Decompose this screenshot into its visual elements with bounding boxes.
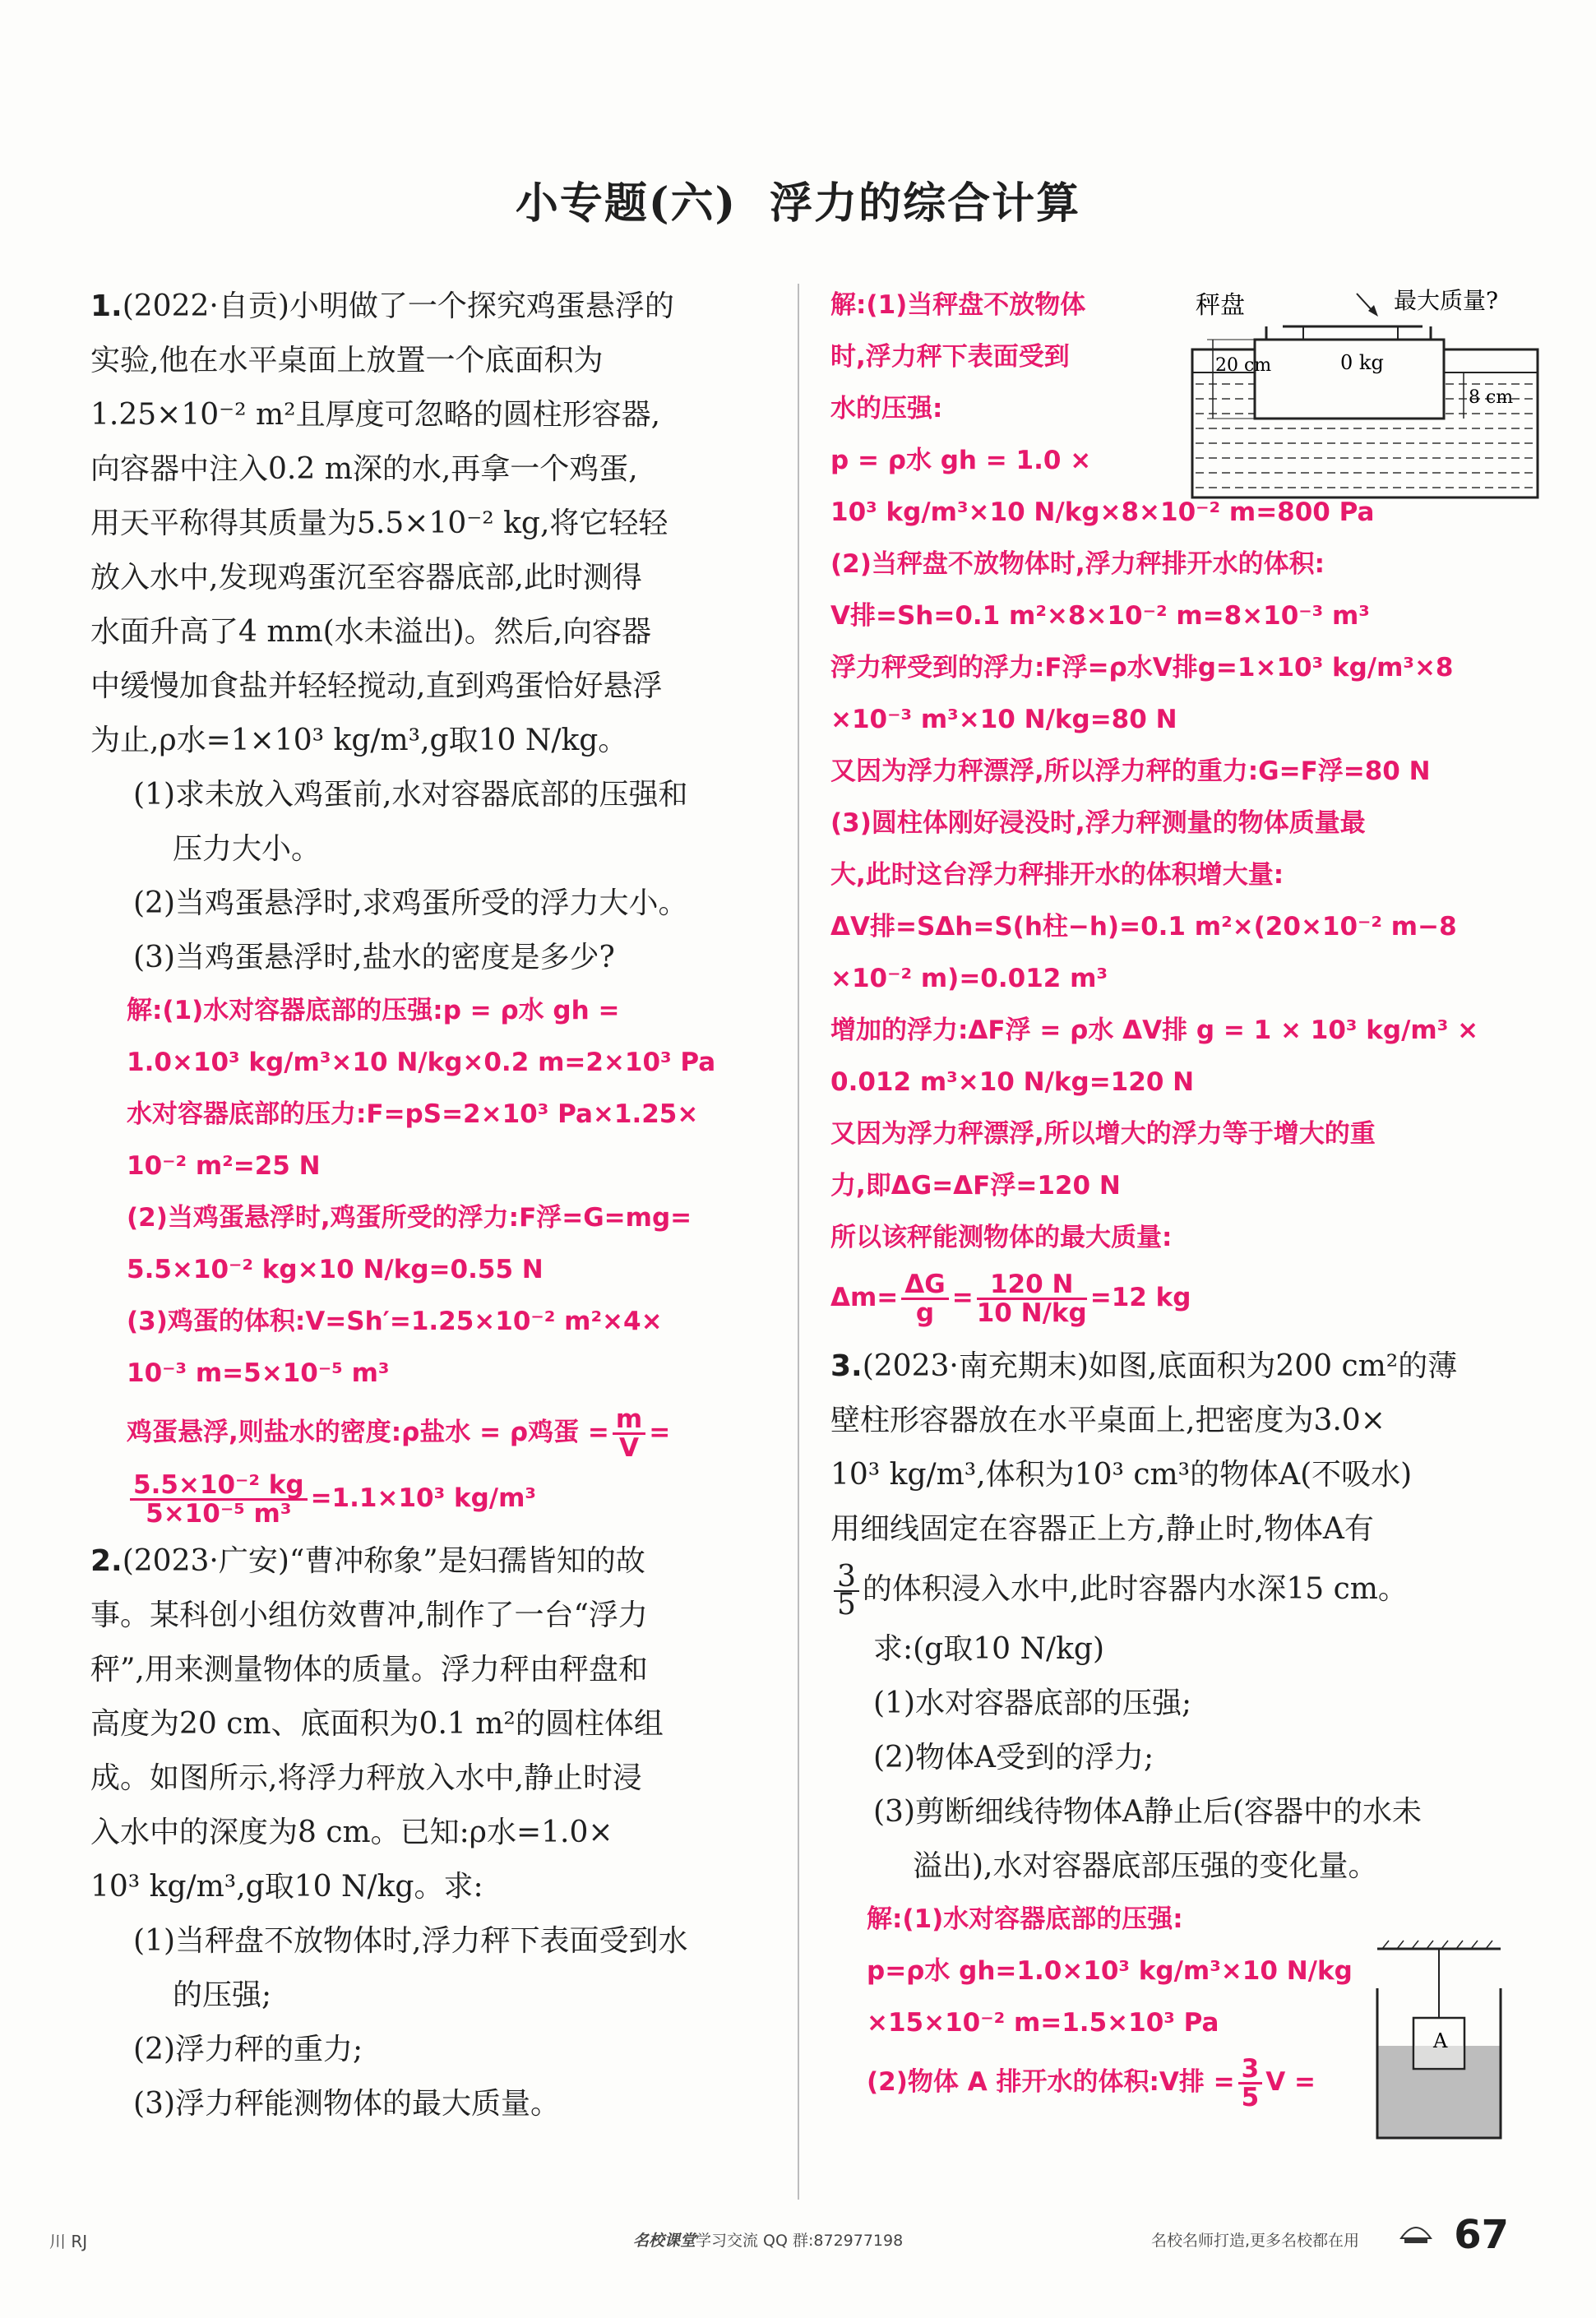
answer-line: ×10⁻³ m³×10 N/kg=80 N [830,705,1177,734]
question-text: (2023·广安)“曹冲称象”是妇孺皆知的故 [122,1544,645,1578]
fraction [130,1472,308,1527]
sub-question: (1)水对容器底部的压强; [873,1686,1192,1720]
frac-tail: = [649,1418,671,1447]
question-text: 10³ kg/m³,体积为10³ cm³的物体A(不吸水) [830,1458,1413,1492]
sub-question: (2)浮力秤的重力; [133,2033,363,2066]
page-number: 67 [1454,2212,1509,2258]
question-2 [90,1534,773,2131]
frac-tail: =1.1×10³ kg/m³ [310,1483,536,1513]
density-lead: 鸡蛋悬浮,则盐水的密度:ρ盐水 = ρ鸡蛋 = [127,1418,609,1447]
answer-line: 力,即ΔG=ΔF浮=120 N [830,1171,1121,1201]
sub-question: (2)当鸡蛋悬浮时,求鸡蛋所受的浮力大小。 [133,886,688,920]
right-column [830,280,1513,2115]
answer-line: (2)当秤盘不放物体时,浮力秤排开水的体积: [830,549,1325,579]
footer-center [633,2228,903,2251]
footer-slogan: 名校名师打造,更多名校都在用 [1151,2232,1360,2250]
answer-line: 10⁻³ m=5×10⁻⁵ m³ [127,1358,390,1388]
answer-line: 所以该秤能测物体的最大质量: [830,1223,1173,1252]
answer-line: 1.0×10³ kg/m³×10 N/kg×0.2 m=2×10³ Pa [127,1048,716,1077]
sub-question: 压力大小。 [173,832,322,866]
frac-denominator: V [619,1433,640,1463]
question-ask: 求:(g取10 N/kg) [873,1632,1105,1666]
sub-question: (3)浮力秤能测物体的最大质量。 [133,2087,560,2121]
footer-qq: 学习交流 QQ 群:872977198 [696,2232,904,2250]
question-text: 高度为20 cm、底面积为0.1 m²的圆柱体组 [90,1707,664,1741]
brand-logo-icon [1398,2214,1434,2246]
title-subject: 浮力的综合计算 [770,178,1081,229]
answer-line: ×15×10⁻² m=1.5×10³ Pa [867,2008,1219,2038]
column-divider [798,284,799,2200]
answer-line: 水对容器底部的压力:F=pS=2×10³ Pa×1.25× [127,1099,699,1129]
answer-line: 水的压强: [830,394,943,423]
answer-line [830,1264,1513,1331]
question-text: 用细线固定在容器正上方,静止时,物体A有 [830,1512,1374,1546]
sub-question: 溢出),水对容器底部压强的变化量。 [913,1849,1378,1883]
frac-numerator: m [613,1406,645,1435]
sub-question: 的压强; [173,1978,272,2012]
answer-line: 时,浮力秤下表面受到 [830,342,1070,372]
question-text: 向容器中注入0.2 m深的水,再拿一个鸡蛋, [90,452,638,486]
answer-line: 10⁻² m²=25 N [127,1151,321,1181]
final-lead: Δm= [830,1283,899,1312]
question-text: 用天平称得其质量为5.5×10⁻² kg,将它轻轻 [90,507,668,540]
block-a-label: A [1433,2029,1448,2052]
sub-question: (1)当秤盘不放物体时,浮力秤下表面受到水 [133,1924,688,1958]
answer-line: (2)当鸡蛋悬浮时,鸡蛋所受的浮力:F浮=G=mg= [127,1203,692,1233]
fraction [1238,2056,1263,2111]
frac-denominator: 5×10⁻⁵ m³ [146,1499,292,1529]
label-0kg: 0 kg [1340,351,1384,374]
answer-line: p=ρ水 gh=1.0×10³ kg/m³×10 N/kg [867,1956,1353,1986]
answer-line: 又因为浮力秤漂浮,所以浮力秤的重力:G=F浮=80 N [830,756,1431,786]
sub-question: (2)物体A受到的浮力; [873,1741,1154,1774]
fraction [901,1271,948,1326]
frac-line-text: 的体积浸入水中,此时容器内水深15 cm。 [862,1572,1408,1606]
label-max: 最大质量? [1394,287,1499,314]
footer-brand: 名校课堂 [633,2232,696,2250]
label-8cm: 8 cm [1469,387,1514,408]
final-tail: =12 kg [1089,1283,1191,1312]
question-text: 为止,ρ水=1×10³ kg/m³,g取10 N/kg。 [90,724,628,757]
question-text: (2022·自贡)小明做了一个探究鸡蛋悬浮的 [122,289,674,323]
final-mid: = [951,1283,974,1312]
question-number: 1. [90,289,123,323]
page-title [0,169,1596,230]
answer-line [127,1465,773,1531]
question-text: 实验,他在水平桌面上放置一个底面积为 [90,344,604,377]
question-number: 2. [90,1544,123,1578]
title-topic: 小专题(六) [515,178,738,229]
question-text: 秤”,用来测量物体的质量。浮力秤由秤盘和 [90,1653,648,1686]
question-text [830,1557,1513,1622]
question-text: (2023·南充期末)如图,底面积为200 cm²的薄 [862,1349,1458,1383]
question-text: 事。某科创小组仿效曹冲,制作了一台“浮力 [90,1599,648,1632]
question-1 [90,280,773,1531]
question-text: 水面升高了4 mm(水未溢出)。然后,向容器 [90,615,652,649]
answer-line: 0.012 m³×10 N/kg=120 N [830,1067,1195,1097]
frac-denominator: 10 N/kg [976,1298,1087,1328]
question-text: 入水中的深度为8 cm。已知:ρ水=1.0× [90,1816,613,1849]
frac-numerator: 3 [834,1564,859,1592]
buoyancy-scale-figure [1184,284,1546,506]
answer-line: ×10⁻² m)=0.012 m³ [830,964,1108,993]
answer-line: (3)鸡蛋的体积:V=Sh′=1.25×10⁻² m²×4× [127,1307,663,1336]
answer-line: 解:(1)水对容器底部的压强:p = ρ水 gh = [127,996,620,1025]
sub-question: (3)当鸡蛋悬浮时,盐水的密度是多少? [133,941,615,974]
question-text: 成。如图所示,将浮力秤放入水中,静止时浸 [90,1761,642,1795]
label-20cm: 20 cm [1215,355,1272,376]
answer-line: 5.5×10⁻² kg×10 N/kg=0.55 N [127,1255,544,1284]
answer-line: (3)圆柱体刚好浸没时,浮力秤测量的物体质量最 [830,808,1366,838]
sub-question: (3)剪断细线待物体A静止后(容器中的水未 [873,1795,1423,1829]
left-column [90,280,773,2131]
answer-line: 10³ kg/m³×10 N/kg×8×10⁻² m=800 Pa [830,497,1375,527]
answer-line: p = ρ水 gh = 1.0 × [830,446,1092,475]
question-text: 1.25×10⁻² m²且厚度可忽略的圆柱形容器, [90,398,661,432]
question-text: 放入水中,发现鸡蛋沉至容器底部,此时测得 [90,561,642,595]
answer-line: 又因为浮力秤漂浮,所以增大的浮力等于增大的重 [830,1119,1376,1149]
question-text: 10³ kg/m³,g取10 N/kg。求: [90,1870,483,1904]
answer-line: V排=Sh=0.1 m²×8×10⁻² m=8×10⁻³ m³ [830,601,1370,631]
answer-line: 大,此时这台浮力秤排开水的体积增大量: [830,860,1284,890]
answer-line: 解:(1)当秤盘不放物体 [830,290,1086,320]
footer-edition: 川 RJ [49,2232,88,2251]
container-block-figure [1361,1939,1517,2144]
frac-numerator: ΔG [901,1271,948,1300]
answer-line: ΔV排=SΔh=S(h柱−h)=0.1 m²×(20×10⁻² m−8 [830,912,1457,942]
question-text: 壁柱形容器放在水平桌面上,把密度为3.0× [830,1404,1386,1437]
answer-tail: V = [1265,2067,1316,2097]
frac-numerator: 5.5×10⁻² kg [130,1472,308,1501]
answer-line: 浮力秤受到的浮力:F浮=ρ水V排g=1×10³ kg/m³×8 [830,653,1454,682]
answer-line [127,1400,773,1465]
answer-line: 增加的浮力:ΔF浮 = ρ水 ΔV排 g = 1 × 10³ kg/m³ × [830,1016,1479,1045]
frac-numerator: 120 N [977,1271,1087,1300]
question-number: 3. [830,1349,863,1383]
question-text: 中缓慢加食盐并轻轻搅动,直到鸡蛋恰好悬浮 [90,669,663,703]
fraction [977,1271,1087,1326]
sub-question: (1)求未放入鸡蛋前,水对容器底部的压强和 [133,778,688,812]
frac-denominator: g [915,1298,935,1328]
answer-line: 解:(1)水对容器底部的压强: [867,1904,1183,1934]
answer-lead: (2)物体 A 排开水的体积:V排 = [867,2067,1235,2097]
label-pan: 秤盘 [1196,291,1245,320]
frac-numerator: 3 [1238,2056,1263,2084]
fraction [613,1406,645,1461]
answer-1 [90,985,773,1531]
frac-denominator: 5 [837,1588,856,1622]
frac-denominator: 5 [1241,2083,1260,2112]
fraction [834,1560,859,1622]
